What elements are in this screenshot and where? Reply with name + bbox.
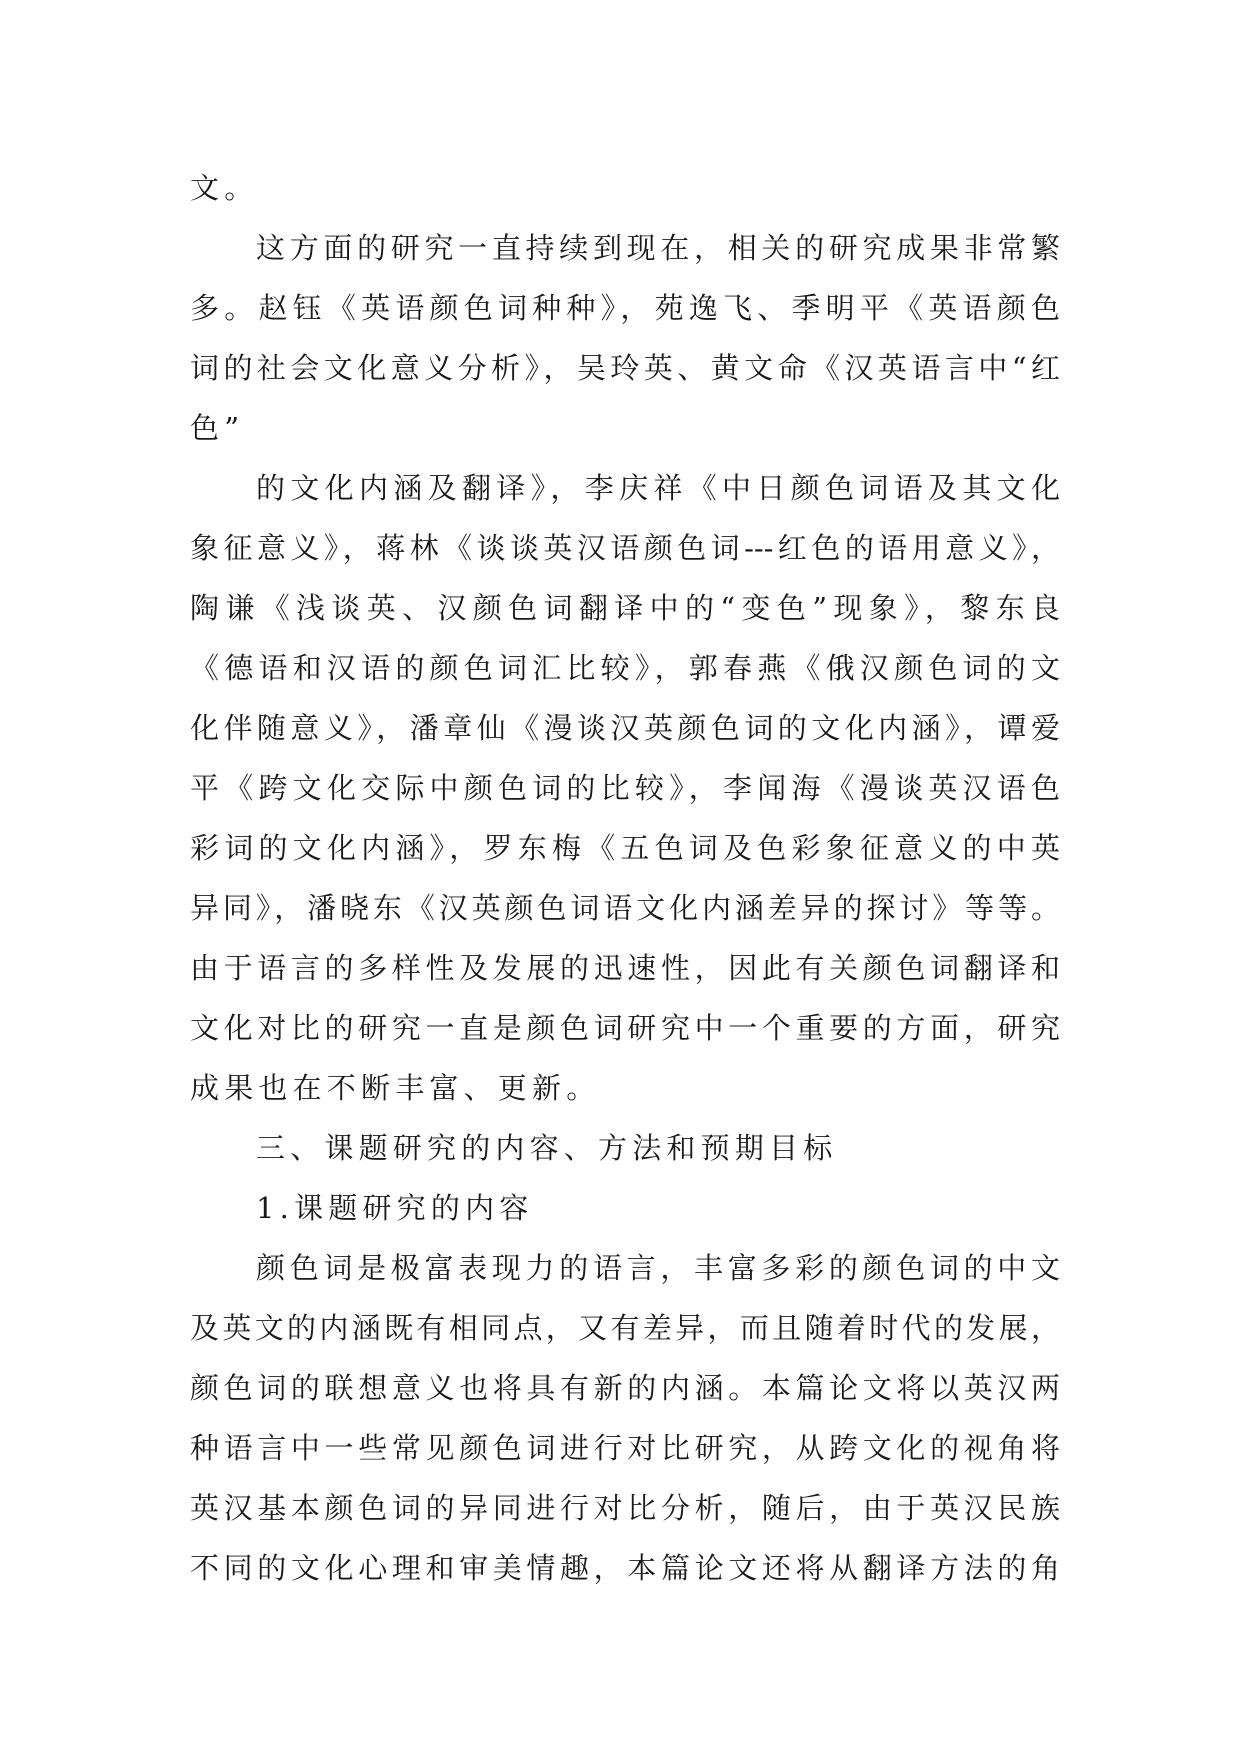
text-line: 文。 <box>190 171 259 205</box>
text-line: 及英文的内涵既有相同点，又有差异，而且随着时代的发展， <box>190 1311 1060 1345</box>
text-line: 平《跨文化交际中颜色词的比较》，李闻海《漫谈英汉语色 <box>190 771 1060 805</box>
text-line: 这方面的研究一直持续到现在，相关的研究成果非常繁 <box>256 231 1060 265</box>
text-line: 多。赵钰《英语颜色词种种》，苑逸飞、季明平《英语颜色 <box>190 291 1060 325</box>
text-line: 由于语言的多样性及发展的迅速性，因此有关颜色词翻译和 <box>190 951 1060 985</box>
text-line: 化伴随意义》，潘章仙《漫谈汉英颜色词的文化内涵》，谭爱 <box>190 711 1060 745</box>
text-line: 象征意义》，蒋林《谈谈英汉语颜色词---红色的语用意义》， <box>190 531 1060 565</box>
text-line: 颜色词的联想意义也将具有新的内涵。本篇论文将以英汉两 <box>190 1371 1060 1405</box>
text-line: 文化对比的研究一直是颜色词研究中一个重要的方面，研究 <box>190 1011 1060 1045</box>
text-line: 1.课题研究的内容 <box>256 1191 534 1225</box>
text-line: 词的社会文化意义分析》，吴玲英、黄文命《汉英语言中“红 <box>190 351 1060 385</box>
text-line: 颜色词是极富表现力的语言，丰富多彩的颜色词的中文 <box>256 1251 1060 1285</box>
text-line: 成果也在不断丰富、更新。 <box>190 1071 601 1105</box>
text-line: 异同》，潘晓东《汉英颜色词语文化内涵差异的探讨》等等。 <box>190 891 1060 925</box>
text-line: 种语言中一些常见颜色词进行对比研究，从跨文化的视角将 <box>190 1431 1060 1465</box>
text-line: 英汉基本颜色词的异同进行对比分析，随后，由于英汉民族 <box>190 1491 1060 1525</box>
text-line: 《德语和汉语的颜色词汇比较》，郭春燕《俄汉颜色词的文 <box>190 651 1060 685</box>
text-line: 不同的文化心理和审美情趣，本篇论文还将从翻译方法的角 <box>190 1551 1060 1585</box>
text-line: 的文化内涵及翻译》，李庆祥《中日颜色词语及其文化 <box>256 471 1060 505</box>
text-line: 陶谦《浅谈英、汉颜色词翻译中的“变色”现象》，黎东良 <box>190 591 1060 625</box>
text-line: 彩词的文化内涵》，罗东梅《五色词及色彩象征意义的中英 <box>190 831 1060 865</box>
document-page <box>190 158 1060 1598</box>
text-line: 色” <box>190 411 245 445</box>
text-line: 三、课题研究的内容、方法和预期目标 <box>256 1131 838 1165</box>
